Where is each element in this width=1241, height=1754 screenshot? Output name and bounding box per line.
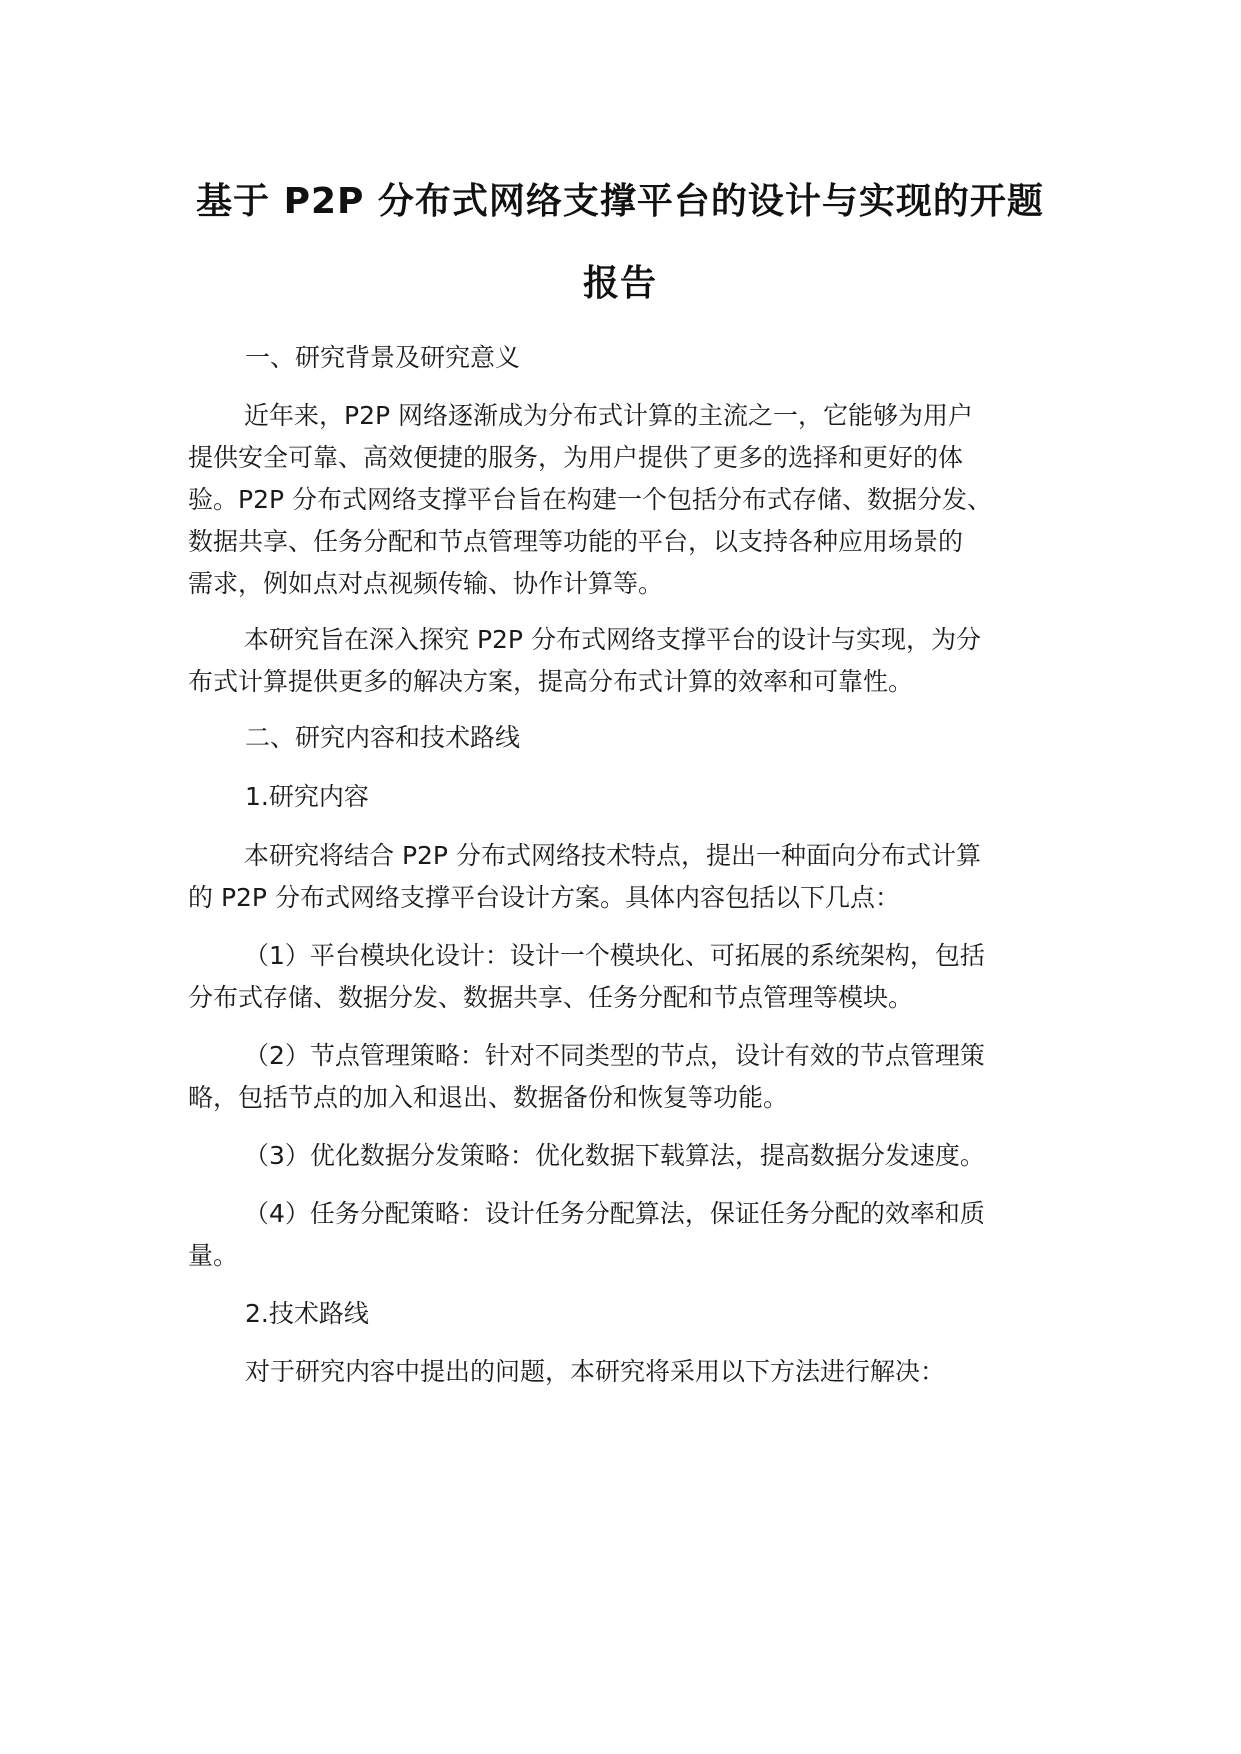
paragraph-line: 分布式存储、数据分发、数据共享、任务分配和节点管理等模块。 [188,983,914,1012]
section-heading-background: 一、研究背景及研究意义 [245,343,521,372]
paragraph-line: 量。 [188,1241,239,1270]
section-heading-content: 二、研究内容和技术路线 [245,723,521,752]
subheading-technical-route: 2.技术路线 [245,1299,369,1328]
paragraph-significance [188,619,1050,703]
document-title-line-1: 基于 P2P 分布式网络支撑平台的设计与实现的开题 [196,181,1044,222]
paragraph-line: 略，包括节点的加入和退出、数据备份和恢复等功能。 [188,1083,789,1112]
paragraph-line: 的 P2P 分布式网络支撑平台设计方案。具体内容包括以下几点： [188,883,900,912]
paragraph-line: （3）优化数据分发策略：优化数据下载算法，提高数据分发速度。 [244,1141,985,1170]
paragraph-line: （1）平台模块化设计：设计一个模块化、可拓展的系统架构，包括 [244,941,985,970]
paragraph-line: （2）节点管理策略：针对不同类型的节点，设计有效的节点管理策 [244,1041,985,1070]
list-item-4 [188,1193,1050,1277]
subheading-research-content: 1.研究内容 [245,782,369,811]
paragraph-line: 近年来，P2P 网络逐渐成为分布式计算的主流之一，它能够为用户 [244,401,974,430]
paragraph-line: 本研究旨在深入探究 P2P 分布式网络支撑平台的设计与实现，为分 [244,625,981,654]
paragraph-route-intro: 对于研究内容中提出的问题，本研究将采用以下方法进行解决： [245,1357,946,1386]
paragraph-line: （4）任务分配策略：设计任务分配算法，保证任务分配的效率和质 [244,1199,985,1228]
list-item-2 [188,1035,1050,1119]
paragraph-line: 提供安全可靠、高效便捷的服务，为用户提供了更多的选择和更好的体 [188,443,964,472]
paragraph-content-intro [188,835,1050,919]
paragraph-background [188,395,1050,605]
paragraph-line: 本研究将结合 P2P 分布式网络技术特点，提出一种面向分布式计算 [244,841,981,870]
paragraph-line: 验。P2P 分布式网络支撑平台旨在构建一个包括分布式存储、数据分发、 [188,485,993,514]
paragraph-line: 布式计算提供更多的解决方案，提高分布式计算的效率和可靠性。 [188,667,914,696]
list-item-3 [188,1135,1050,1177]
paragraph-line: 数据共享、任务分配和节点管理等功能的平台，以支持各种应用场景的 [188,527,964,556]
document-title-line-2: 报告 [582,263,657,304]
list-item-1 [188,935,1050,1019]
paragraph-line: 需求，例如点对点视频传输、协作计算等。 [188,569,664,598]
